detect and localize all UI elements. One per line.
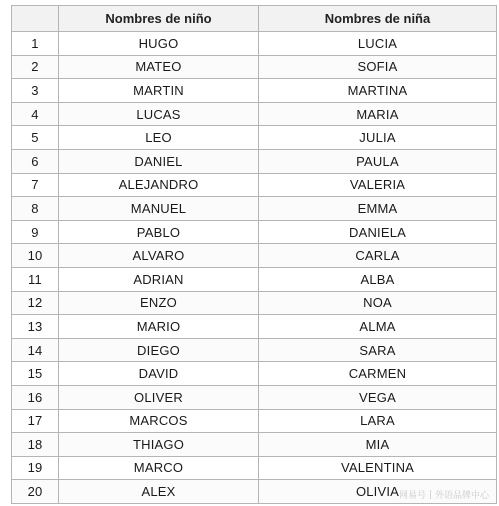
girl-name: EMMA (259, 197, 497, 221)
row-number: 18 (12, 433, 59, 457)
boy-name: HUGO (59, 32, 259, 56)
girl-name: MARIA (259, 102, 497, 126)
table-row (12, 315, 497, 339)
table-row (12, 409, 497, 433)
girl-name: SOFIA (259, 55, 497, 79)
boy-name: MARCOS (59, 409, 259, 433)
row-number: 16 (12, 385, 59, 409)
row-number: 10 (12, 244, 59, 268)
boy-name: MARTIN (59, 79, 259, 103)
row-number: 3 (12, 79, 59, 103)
boy-name: DIEGO (59, 338, 259, 362)
watermark (399, 488, 489, 501)
table-row (12, 149, 497, 173)
table-row (12, 291, 497, 315)
header-row (12, 6, 497, 32)
header-girl-names: Nombres de niña (259, 6, 497, 32)
girl-name: OLIVIA (259, 480, 497, 504)
header-number (12, 6, 59, 32)
watermark-left-text: 网易号 (398, 490, 426, 500)
row-number: 9 (12, 220, 59, 244)
table-row (12, 79, 497, 103)
row-number: 13 (12, 315, 59, 339)
row-number: 19 (12, 456, 59, 480)
boy-name: MATEO (59, 55, 259, 79)
row-number: 11 (12, 267, 59, 291)
girl-name: VEGA (259, 385, 497, 409)
boy-name: ALEX (59, 480, 259, 504)
watermark-right-text: 外语品牌中心 (434, 490, 489, 500)
boy-name: ALVARO (59, 244, 259, 268)
row-number: 5 (12, 126, 59, 150)
table-row (12, 55, 497, 79)
girl-name: ALMA (259, 315, 497, 339)
row-number: 6 (12, 149, 59, 173)
names-table (11, 5, 497, 504)
table-row (12, 267, 497, 291)
table-row (12, 362, 497, 386)
boy-name: DAVID (59, 362, 259, 386)
row-number: 4 (12, 102, 59, 126)
row-number: 17 (12, 409, 59, 433)
boy-name: THIAGO (59, 433, 259, 457)
row-number: 7 (12, 173, 59, 197)
girl-name: SARA (259, 338, 497, 362)
boy-name: MARIO (59, 315, 259, 339)
girl-name: ALBA (259, 267, 497, 291)
girl-name: NOA (259, 291, 497, 315)
table-body (12, 32, 497, 504)
girl-name: PAULA (259, 149, 497, 173)
table-row (12, 197, 497, 221)
girl-name: MARTINA (259, 79, 497, 103)
table-row (12, 220, 497, 244)
boy-name: OLIVER (59, 385, 259, 409)
table-row (12, 126, 497, 150)
row-number: 8 (12, 197, 59, 221)
girl-name: VALERIA (259, 173, 497, 197)
row-number: 1 (12, 32, 59, 56)
girl-name: LUCIA (259, 32, 497, 56)
row-number: 12 (12, 291, 59, 315)
girl-name: VALENTINA (259, 456, 497, 480)
row-number: 20 (12, 480, 59, 504)
girl-name: CARLA (259, 244, 497, 268)
boy-name: LEO (59, 126, 259, 150)
girl-name: MIA (259, 433, 497, 457)
boy-name: DANIEL (59, 149, 259, 173)
boy-name: ADRIAN (59, 267, 259, 291)
header-boy-names: Nombres de niño (59, 6, 259, 32)
table-row (12, 385, 497, 409)
table-row (12, 433, 497, 457)
table-row (12, 173, 497, 197)
girl-name: CARMEN (259, 362, 497, 386)
table-row (12, 102, 497, 126)
watermark-divider (430, 490, 431, 499)
table-row (12, 32, 497, 56)
girl-name: LARA (259, 409, 497, 433)
table-row (12, 456, 497, 480)
boy-name: PABLO (59, 220, 259, 244)
boy-name: ENZO (59, 291, 259, 315)
row-number: 15 (12, 362, 59, 386)
row-number: 2 (12, 55, 59, 79)
girl-name: JULIA (259, 126, 497, 150)
girl-name: DANIELA (259, 220, 497, 244)
table-row (12, 338, 497, 362)
table-row (12, 244, 497, 268)
boy-name: MANUEL (59, 197, 259, 221)
boy-name: MARCO (59, 456, 259, 480)
row-number: 14 (12, 338, 59, 362)
boy-name: ALEJANDRO (59, 173, 259, 197)
boy-name: LUCAS (59, 102, 259, 126)
